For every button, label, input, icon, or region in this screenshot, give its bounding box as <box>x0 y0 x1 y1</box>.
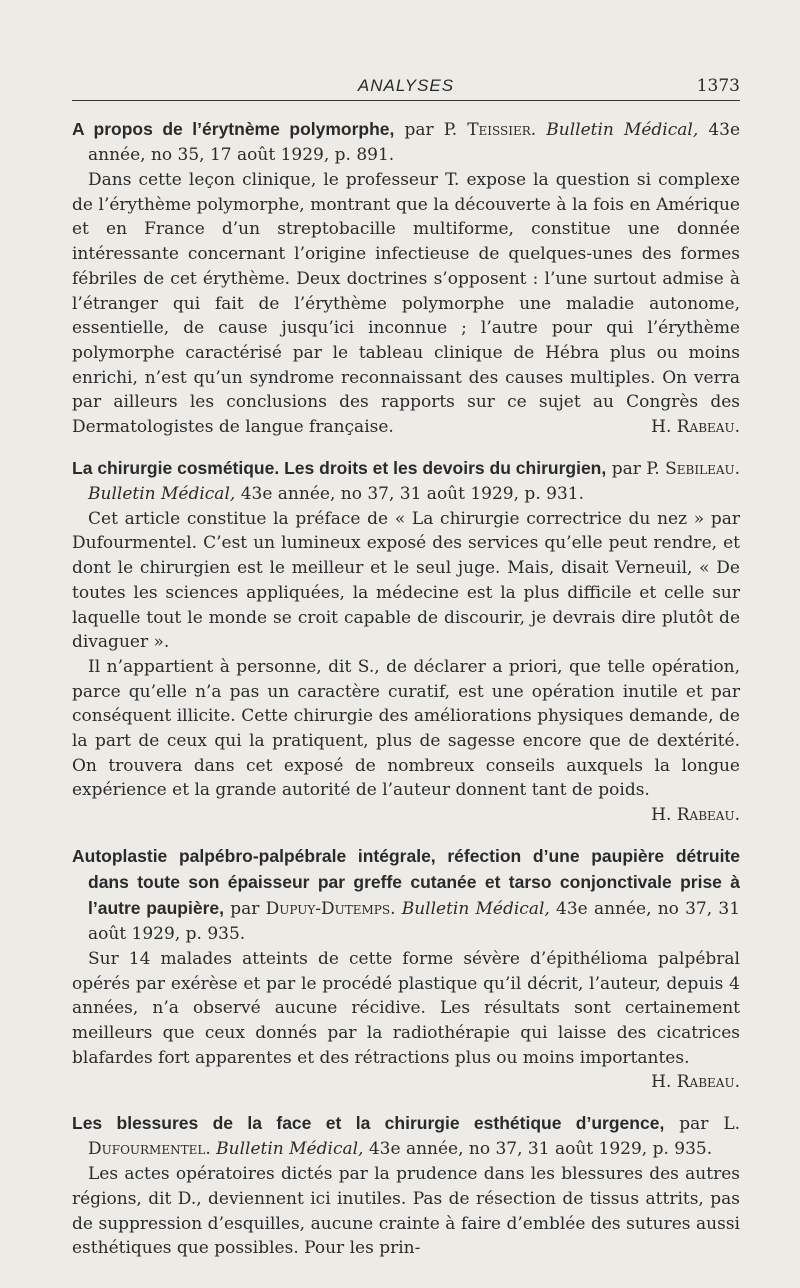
paragraph-text: Sur 14 malades atteints de cette forme sévère d’épithélioma palpébral opérés par exérèse et par le procédé plastique qu’il décrit, l’auteur, depuis 4 années, n’a observé aucune récidive. Les résultats sont certainement meilleurs que ceux donnés par la radiothérapie qui laisse des cicatrices blafardes fort apparentes et des rétractions plus ou moins importantes. <box>72 948 740 1068</box>
paragraph <box>72 168 740 440</box>
section-title: ANALYSES <box>357 76 455 95</box>
article-body <box>72 168 740 440</box>
journal-name: Bulletin Médical, <box>88 483 236 504</box>
article-title: La chirurgie cosmétique. Les droits et les devoirs du chirurgien, <box>72 457 607 478</box>
by-word: par <box>611 458 641 479</box>
article-heading <box>72 1111 740 1162</box>
article-body <box>72 507 740 828</box>
paragraph-text: Il n’appartient à personne, dit S., de déclarer a priori, que telle opération, parce qu’elle n’a pas un caractère curatif, est une opération inutile et par conséquent illicite. Cette chirurgie des améliorations physiques demande, de la part de ceux qui la pratiquent, plus de sagesse encore que de dextérité. On trouvera dans cet exposé de nombreux conseils auxquels la longue expérience et la grande autorité de l’auteur donnent tant de poids. <box>72 656 740 801</box>
article-heading <box>72 117 740 168</box>
article-body <box>72 1162 740 1261</box>
journal-reference: 43e année, no 37, 31 août 1929, p. 931. <box>240 483 584 504</box>
journal-reference: 43e année, no 35, 17 août 1929, p. 891. <box>88 120 741 165</box>
journal-reference: 43e année, no 37, 31 août 1929, p. 935. <box>88 898 741 944</box>
article-3 <box>72 844 740 1095</box>
paragraph: Cet article constitue la préface de « La chirurgie correctrice du nez » par Dufourmentel. C’est un lumineux exposé des services qu’elle peut rendre, et dont le chirurgien est le meilleur et le seul juge. Mais, disait Verneuil, « De toutes les sciences appliquées, la médecine est la plus difficile et celle sur laquelle tout le monde se croit capable de discourir, je devrais dire plutôt de divaguer ». <box>72 508 740 653</box>
article-2 <box>72 456 740 828</box>
journal-name: Bulletin Médical, <box>216 1139 364 1160</box>
article-4 <box>72 1111 740 1261</box>
article-author: L. Dufourmentel. <box>88 1114 741 1160</box>
by-word: par <box>230 898 260 919</box>
running-header <box>72 68 740 101</box>
journal-name: Bulletin Médical, <box>401 898 550 919</box>
page-number: 1373 <box>696 76 740 96</box>
article-author: P. Sebileau. <box>646 458 741 479</box>
article-author: Dupuy-Dutemps. <box>265 898 396 919</box>
signature: H. Rabeau. <box>651 805 740 826</box>
signature: H. Rabeau. <box>651 417 740 438</box>
journal-reference: 43e année, no 37, 31 août 1929, p. 935. <box>368 1139 713 1160</box>
signature: H. Rabeau. <box>651 1072 740 1093</box>
by-word: par <box>404 120 434 140</box>
paragraph: Les actes opératoires dictés par la prudence dans les blessures des autres régions, dit D., deviennent ici inutiles. Pas de résection de tissus attrits, pas de suppression d’esquilles, aucune crainte à faire d’emblée des sutures aussi esthétiques que possibles. Pour les prin- <box>72 1164 740 1259</box>
article-heading <box>72 844 740 947</box>
article-body <box>72 947 740 1095</box>
article-title: Autoplastie palpébro-palpébrale intégrale, réfection d’une paupière détruite dans toute son épaisseur par greffe cutanée et tarso conjonctivale prise à l’autre paupière, <box>72 845 740 918</box>
article-title: Les blessures de la face et la chirurgie esthétique d’urgence, <box>72 1113 665 1134</box>
paragraph <box>72 947 740 1093</box>
by-word: par <box>679 1114 709 1135</box>
article-1 <box>72 117 740 440</box>
paragraph-text: Dans cette leçon clinique, le professeur T. expose la question si complexe de l’érythème polymorphe, montrant que la découverte à la fois en Amérique et en France d’un streptobacille multiforme, constitue une donnée intéressante concernant l’origine infectieuse de quelques-unes des formes fébriles de cet érythème. Deux doctrines s’opposent : l’une surtout admise à l’étranger qui fait de l’érythème polymorphe une maladie autonome, essentielle, de cause jusqu’ici inconnue ; l’autre pour qui l’érythème polymorphe caractérisé par le tableau clinique de Hébra plus ou moins enrichi, n’est qu’un syndrome reconnaissant des causes multiples. On verra par ailleurs les conclusions des rapports sur ce sujet au Congrès des Dermatologistes de langue française. <box>72 170 740 438</box>
article-author: P. Teissier. <box>443 120 537 140</box>
article-title: A propos de l’érytnème polymorphe, <box>72 119 395 139</box>
paragraph <box>72 655 740 826</box>
article-heading <box>72 456 740 507</box>
journal-name: Bulletin Médical, <box>546 120 699 140</box>
